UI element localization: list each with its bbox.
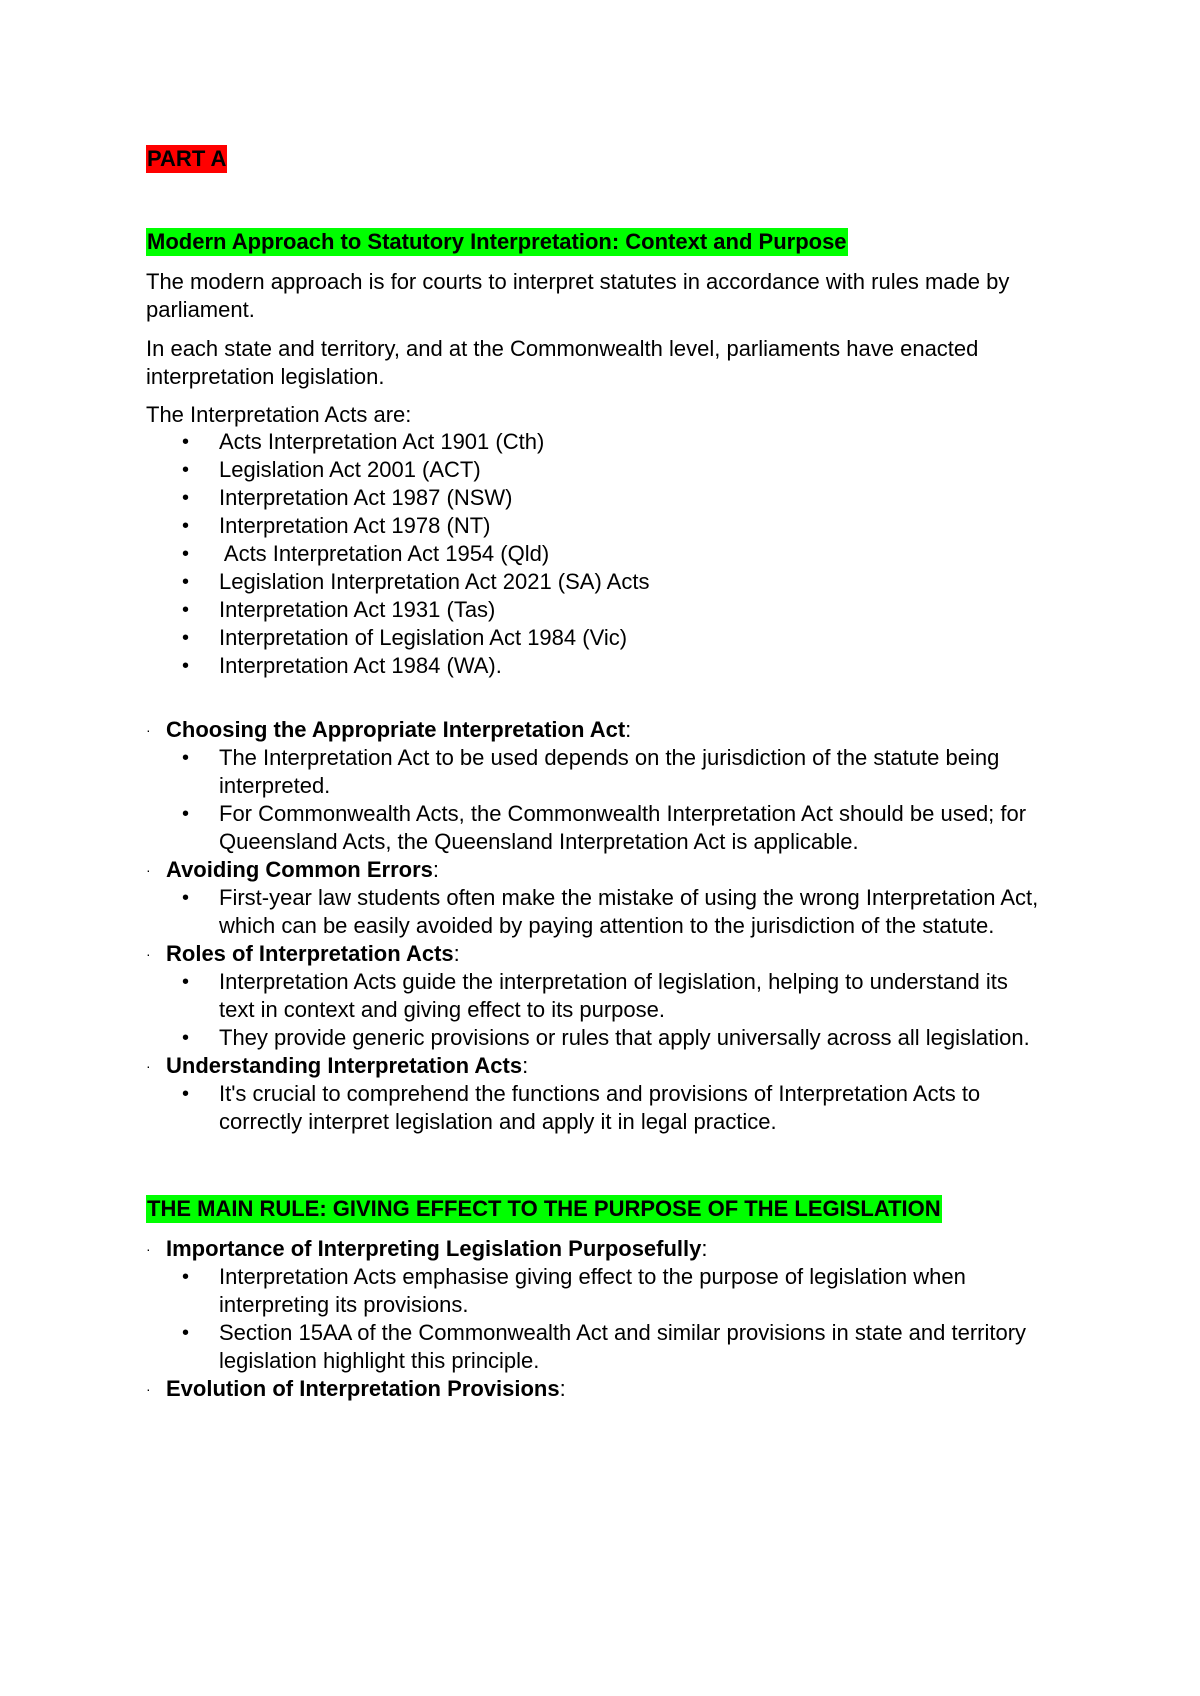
paragraph-modern-approach: The modern approach is for courts to interpret statutes in accordance with rules made by parliament.: [146, 269, 1010, 322]
list-item-text: Interpretation Acts emphasise giving effect to the purpose of legislation when interpreting its provisions.: [219, 1264, 966, 1317]
topic-dot-icon: ·: [146, 1241, 151, 1257]
topic-colon: :: [559, 1376, 566, 1401]
topic-heading: [146, 1052, 1046, 1080]
list-item: [146, 568, 1046, 596]
topic-bullet-list: [146, 884, 1046, 940]
topic-title: Importance of Interpreting Legislation Purposefully: [166, 1236, 702, 1261]
list-item-text: Legislation Act 2001 (ACT): [219, 457, 481, 482]
topic-bullet-list: [146, 1263, 1046, 1375]
bullet-icon: •: [182, 971, 190, 993]
topic-dot-icon: ·: [146, 1381, 151, 1397]
list-item-text: Section 15AA of the Commonwealth Act and similar provisions in state and territory legislation highlight this principle.: [219, 1320, 1027, 1373]
list-item-text: The Interpretation Act to be used depends on the jurisdiction of the statute being interpreted.: [219, 745, 1000, 798]
topic-heading: [146, 856, 1046, 884]
topic-title: Understanding Interpretation Acts: [166, 1053, 523, 1078]
topic-colon: :: [453, 941, 460, 966]
paragraph-interpretation-legislation: In each state and territory, and at the Commonwealth level, parliaments have enacted interpretation legislation.: [146, 336, 979, 389]
list-item: [146, 596, 1046, 624]
topic-bullet-list: [146, 968, 1046, 1052]
bullet-icon: •: [182, 459, 190, 481]
topic-section: [146, 716, 1046, 856]
list-item-text: Interpretation Act 1984 (WA).: [219, 653, 502, 678]
topic-dot-icon: ·: [146, 946, 151, 962]
topic-heading: [146, 716, 1046, 744]
bullet-icon: •: [182, 1083, 190, 1105]
list-item: [146, 1024, 1046, 1052]
list-item-text: Interpretation of Legislation Act 1984 (Vic): [219, 625, 628, 650]
topic-dot-icon: ·: [146, 722, 151, 738]
topic-heading: [146, 940, 1046, 968]
bullet-icon: •: [182, 487, 190, 509]
bullet-icon: •: [182, 431, 190, 453]
topic-heading: [146, 1375, 1046, 1403]
topic-title: Avoiding Common Errors: [166, 857, 433, 882]
topic-section: [146, 1375, 1046, 1403]
paragraph-acts-intro: The Interpretation Acts are:: [146, 402, 412, 427]
bullet-icon: •: [182, 887, 190, 909]
interpretation-acts-list: [146, 428, 1046, 680]
list-item: [146, 624, 1046, 652]
list-item: [146, 1263, 1046, 1319]
bullet-icon: •: [182, 747, 190, 769]
topic-dot-icon: ·: [146, 862, 151, 878]
bullet-icon: •: [182, 627, 190, 649]
list-item-text: Legislation Interpretation Act 2021 (SA) Acts: [219, 569, 650, 594]
list-item-text: Interpretation Act 1987 (NSW): [219, 485, 513, 510]
topic-dot-icon: ·: [146, 1058, 151, 1074]
topic-section: [146, 940, 1046, 1052]
list-item: [146, 800, 1046, 856]
list-item-text: Interpretation Act 1931 (Tas): [219, 597, 496, 622]
list-item: [146, 652, 1046, 680]
bullet-icon: •: [182, 543, 190, 565]
list-item: [146, 456, 1046, 484]
list-item: [146, 428, 1046, 456]
section-heading-main-rule: THE MAIN RULE: GIVING EFFECT TO THE PURPOSE OF THE LEGISLATION: [147, 1196, 941, 1221]
list-item: [146, 512, 1046, 540]
list-item-text: For Commonwealth Acts, the Commonwealth Interpretation Act should be used; for Queensland Acts, the Queensland Interpretation Act is applicable.: [219, 801, 1027, 854]
list-item-text: Interpretation Act 1978 (NT): [219, 513, 491, 538]
list-item: [146, 1080, 1046, 1136]
topics-block-1: [146, 716, 1046, 1136]
topic-bullet-list: [146, 744, 1046, 856]
list-item-text: They provide generic provisions or rules that apply universally across all legislation.: [219, 1025, 1030, 1050]
topic-section: [146, 856, 1046, 940]
bullet-icon: •: [182, 571, 190, 593]
topic-title: Roles of Interpretation Acts: [166, 941, 454, 966]
list-item: [146, 540, 1046, 568]
list-item: [146, 968, 1046, 1024]
topic-heading: [146, 1235, 1046, 1263]
bullet-icon: •: [182, 803, 190, 825]
topic-colon: :: [701, 1236, 708, 1261]
list-item-text: It's crucial to comprehend the functions and provisions of Interpretation Acts to correctly interpret legislation and apply it in legal practice.: [219, 1081, 981, 1134]
list-item-text: Interpretation Acts guide the interpretation of legislation, helping to understand its text in context and giving effect to its purpose.: [219, 969, 1008, 1022]
bullet-icon: •: [182, 1266, 190, 1288]
topics-block-2: [146, 1235, 1046, 1403]
topic-bullet-list: [146, 1080, 1046, 1136]
bullet-icon: •: [182, 1027, 190, 1049]
bullet-icon: •: [182, 655, 190, 677]
list-item-text: First-year law students often make the mistake of using the wrong Interpretation Act, which can be easily avoided by paying attention to the jurisdiction of the statute.: [219, 885, 1039, 938]
topic-title: Choosing the Appropriate Interpretation Act: [166, 717, 626, 742]
topic-colon: :: [432, 857, 439, 882]
bullet-icon: •: [182, 515, 190, 537]
topic-section: [146, 1052, 1046, 1136]
list-item-text: Acts Interpretation Act 1954 (Qld): [219, 541, 550, 566]
part-label: PART A: [147, 146, 227, 171]
bullet-icon: •: [182, 599, 190, 621]
section-heading-modern-approach: Modern Approach to Statutory Interpretation: Context and Purpose: [147, 229, 847, 254]
list-item: [146, 1319, 1046, 1375]
list-item-text: Acts Interpretation Act 1901 (Cth): [219, 429, 545, 454]
topic-section: [146, 1235, 1046, 1375]
topic-colon: :: [625, 717, 632, 742]
topic-title: Evolution of Interpretation Provisions: [166, 1376, 560, 1401]
list-item: [146, 884, 1046, 940]
list-item: [146, 484, 1046, 512]
list-item: [146, 744, 1046, 800]
topic-colon: :: [522, 1053, 529, 1078]
bullet-icon: •: [182, 1322, 190, 1344]
